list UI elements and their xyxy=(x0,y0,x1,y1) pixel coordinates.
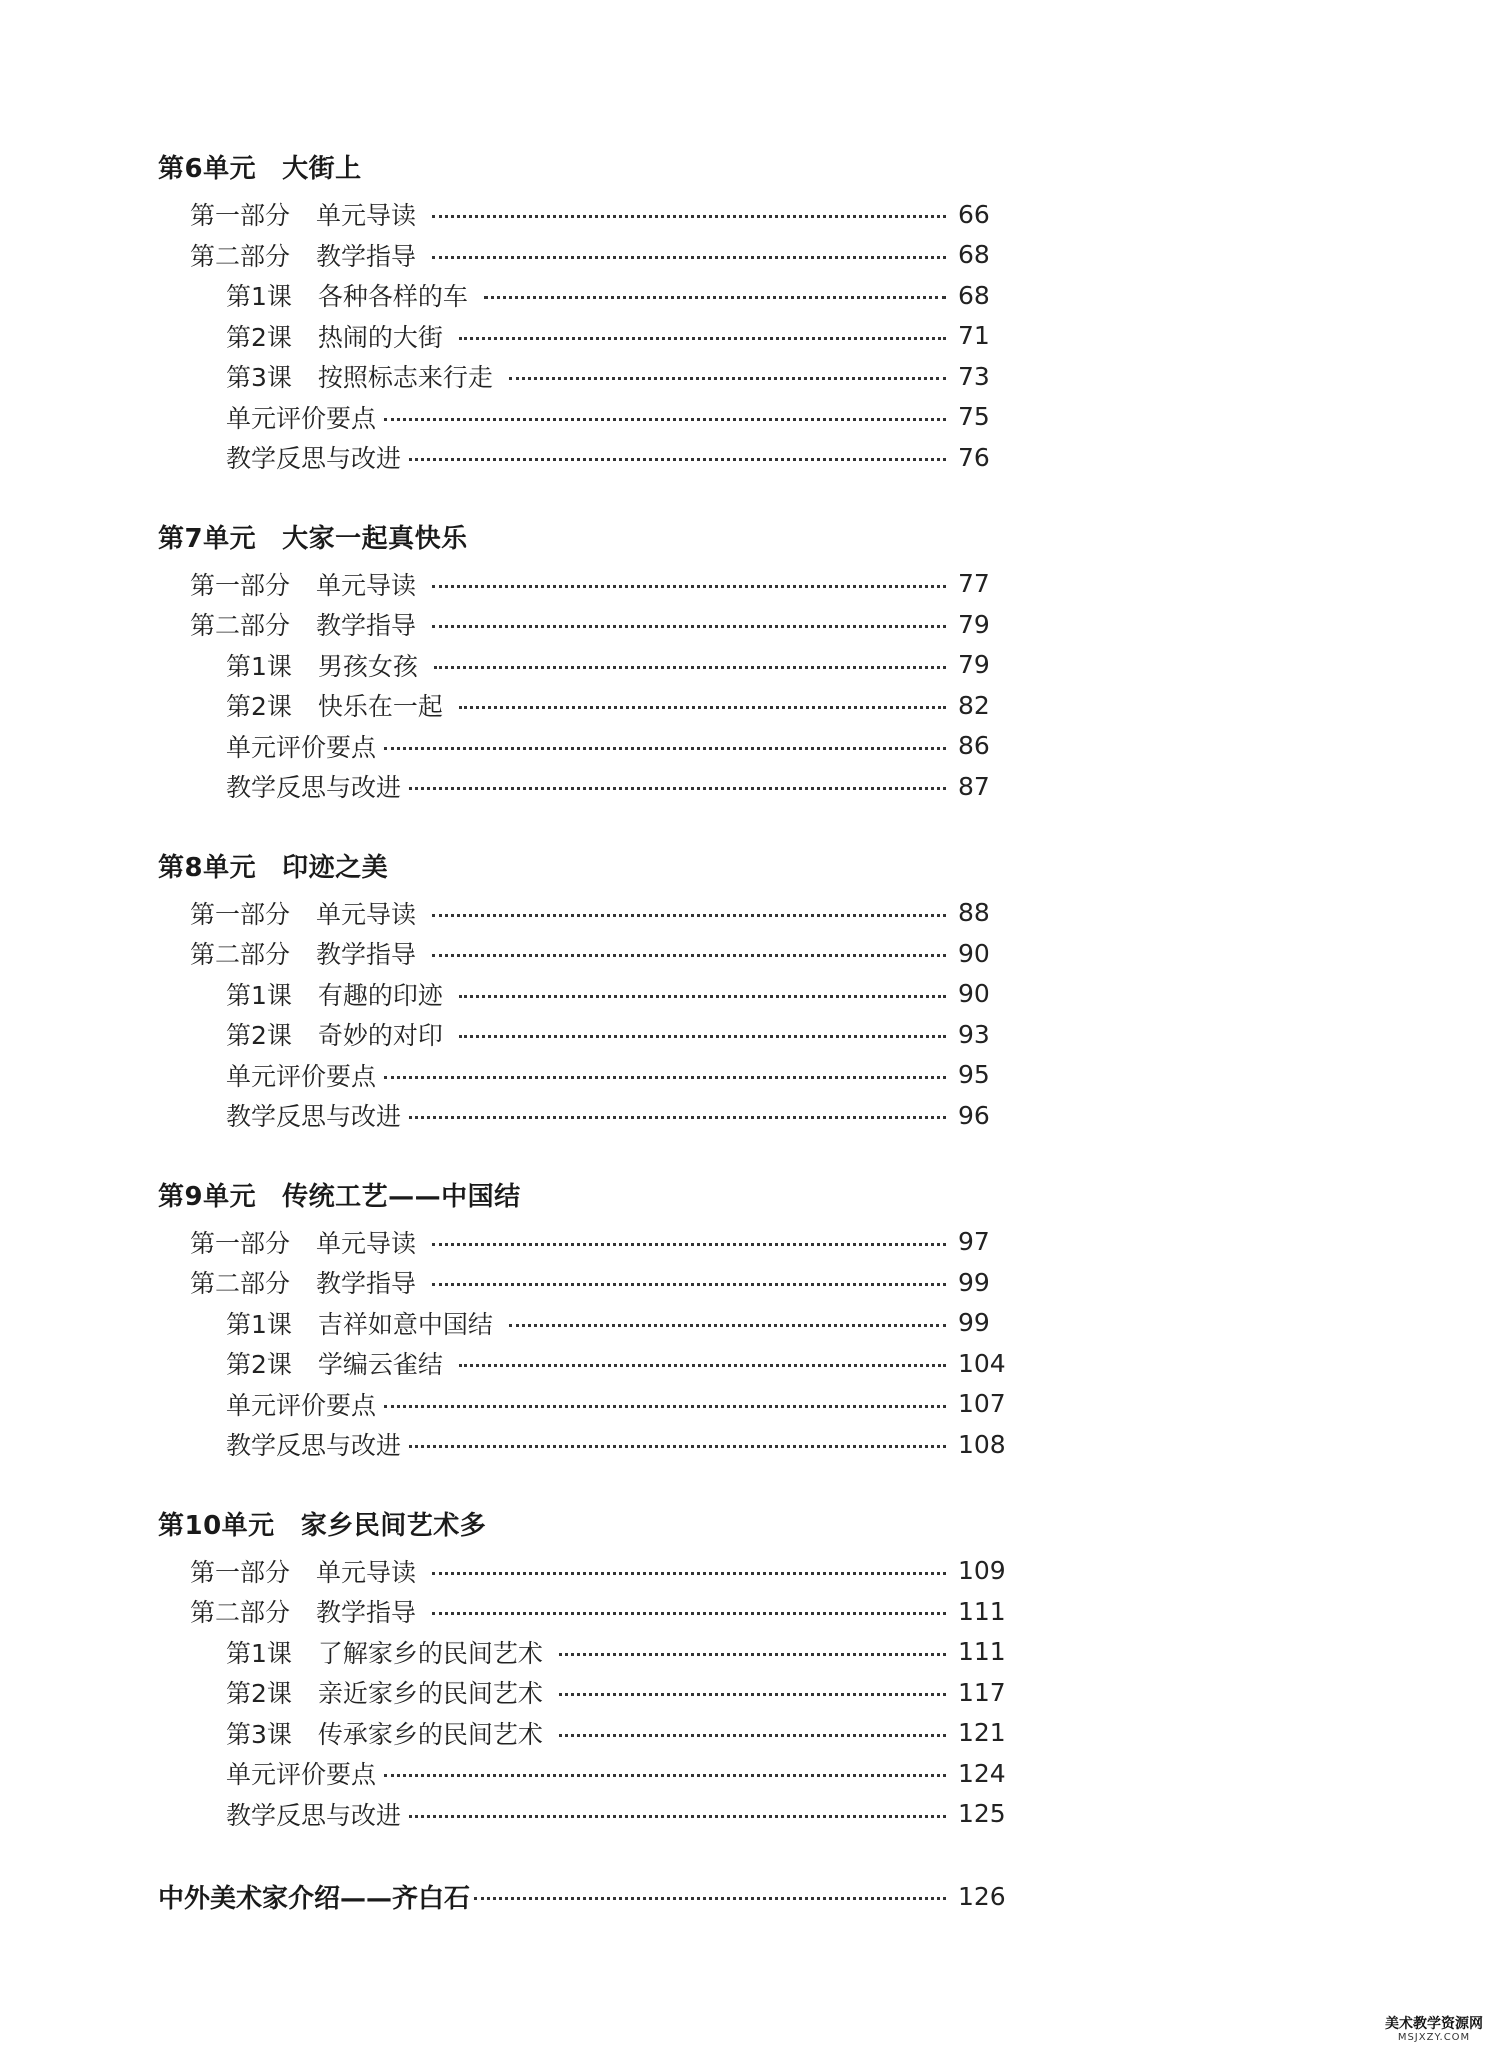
entry-text: 热闹的大街 xyxy=(317,322,443,352)
entry-prefix: 第一部分 xyxy=(190,570,291,600)
dot-leader xyxy=(432,1242,946,1246)
toc-entry[interactable] xyxy=(158,1055,1002,1096)
entry-page-number: 79 xyxy=(958,609,990,639)
entry-page-number: 95 xyxy=(958,1060,990,1090)
entry-text: 教学反思与改进 xyxy=(226,1102,402,1132)
entry-page-number: 111 xyxy=(958,1596,1006,1626)
unit-heading[interactable] xyxy=(158,849,1002,887)
unit-title: 大街上 xyxy=(282,154,362,184)
entry-text: 教学指导 xyxy=(316,940,417,970)
entry-text: 男孩女孩 xyxy=(317,651,418,681)
toc-entry[interactable] xyxy=(158,397,1002,438)
entry-page-number: 76 xyxy=(958,442,990,472)
entry-page-number: 75 xyxy=(958,402,990,432)
unit-number: 第6单元 xyxy=(158,154,257,184)
entry-page-number: 82 xyxy=(958,690,990,720)
entry-label xyxy=(226,318,443,354)
dot-leader xyxy=(434,665,946,669)
entry-label xyxy=(226,1674,543,1710)
entry-label xyxy=(190,196,416,232)
toc-entry[interactable] xyxy=(158,564,1002,605)
toc-entry[interactable] xyxy=(158,1551,1006,1592)
unit-title: 印迹之美 xyxy=(282,852,389,883)
entry-label xyxy=(226,1796,401,1832)
toc-entry[interactable] xyxy=(158,726,1002,767)
entry-prefix: 第一部分 xyxy=(190,1228,291,1258)
entry-prefix: 第二部分 xyxy=(190,1598,291,1628)
entry-page-number: 68 xyxy=(958,280,990,310)
entry-label xyxy=(226,687,443,723)
entry-page-number: 96 xyxy=(958,1100,990,1130)
entry-prefix: 第一部分 xyxy=(190,201,291,231)
toc-entry[interactable] xyxy=(158,356,1002,397)
entry-prefix: 第3课 xyxy=(226,1719,292,1749)
entry-label xyxy=(226,1715,543,1751)
entry-page-number: 73 xyxy=(958,361,990,391)
unit-heading[interactable] xyxy=(158,150,1002,188)
toc-entry[interactable] xyxy=(158,316,1002,357)
entry-text: 单元评价要点 xyxy=(226,732,377,762)
entry-page-number: 99 xyxy=(958,1267,990,1297)
entry-page-number: 90 xyxy=(958,938,990,968)
entry-label xyxy=(190,1553,416,1589)
toc-entry[interactable] xyxy=(158,1632,1006,1673)
toc-entry[interactable] xyxy=(158,194,1002,235)
entry-label xyxy=(226,1305,493,1341)
toc-entry[interactable] xyxy=(158,604,1002,645)
entry-label xyxy=(190,935,416,971)
entry-label xyxy=(226,768,401,804)
dot-leader xyxy=(384,746,946,750)
dot-leader xyxy=(409,1444,946,1448)
entry-page-number: 124 xyxy=(958,1758,1006,1788)
dot-leader xyxy=(384,1773,946,1777)
toc-entry[interactable] xyxy=(158,1303,1002,1344)
unit-section xyxy=(158,1507,1006,1835)
entry-label xyxy=(226,399,376,435)
entry-page-number: 88 xyxy=(958,898,990,928)
entry-prefix: 第1课 xyxy=(226,651,292,681)
entry-page-number: 125 xyxy=(958,1799,1006,1829)
toc-entry[interactable] xyxy=(158,437,1002,478)
unit-number: 第7单元 xyxy=(158,523,257,554)
toc-entry[interactable] xyxy=(158,1343,1006,1384)
toc-entry[interactable] xyxy=(158,1591,1006,1632)
toc-entry[interactable] xyxy=(158,275,1002,316)
entry-text: 学编云雀结 xyxy=(317,1350,443,1380)
entry-text: 单元评价要点 xyxy=(226,1760,377,1790)
entry-text: 传承家乡的民间艺术 xyxy=(317,1719,543,1749)
toc-entry[interactable] xyxy=(158,893,1002,934)
entry-label xyxy=(226,1426,401,1462)
entry-label xyxy=(190,237,416,273)
dot-leader xyxy=(409,457,946,461)
dot-leader xyxy=(559,1692,946,1696)
final-entry-page: 126 xyxy=(958,1881,1006,1911)
entry-text: 了解家乡的民间艺术 xyxy=(317,1638,543,1668)
entry-page-number: 71 xyxy=(958,321,990,351)
unit-section xyxy=(158,849,1002,1136)
dot-leader xyxy=(559,1652,946,1656)
dot-leader xyxy=(432,255,946,259)
toc-entry[interactable] xyxy=(158,1014,1002,1055)
entry-text: 教学反思与改进 xyxy=(226,444,402,474)
watermark-title: 美术教学资源网 xyxy=(1385,2015,1483,2032)
toc-entry[interactable] xyxy=(158,1753,1006,1794)
entry-text: 教学指导 xyxy=(316,1269,417,1299)
dot-leader xyxy=(432,913,946,917)
entry-prefix: 第3课 xyxy=(226,363,292,393)
toc-entry[interactable] xyxy=(158,645,1002,686)
dot-leader xyxy=(459,336,946,340)
entry-label xyxy=(226,976,443,1012)
dot-leader xyxy=(432,1282,946,1286)
entry-label xyxy=(190,1264,416,1300)
entry-text: 单元导读 xyxy=(316,570,417,600)
entry-text: 单元导读 xyxy=(316,1228,417,1258)
entry-text: 教学反思与改进 xyxy=(226,773,402,803)
entry-page-number: 99 xyxy=(958,1308,990,1338)
entry-prefix: 第一部分 xyxy=(190,899,291,929)
dot-leader xyxy=(384,417,946,421)
entry-text: 教学指导 xyxy=(316,1598,417,1628)
entry-label xyxy=(190,606,416,642)
entry-prefix: 第2课 xyxy=(226,692,292,722)
dot-leader xyxy=(509,1323,946,1327)
toc-entry[interactable] xyxy=(158,974,1002,1015)
entry-text: 教学指导 xyxy=(316,611,417,641)
dot-leader xyxy=(432,1611,946,1615)
entry-prefix: 第二部分 xyxy=(190,940,291,970)
unit-heading[interactable] xyxy=(158,520,1002,558)
entry-text: 快乐在一起 xyxy=(317,692,443,722)
entry-prefix: 第1课 xyxy=(226,1309,292,1339)
entry-prefix: 第2课 xyxy=(226,322,292,352)
dot-leader xyxy=(384,1404,946,1408)
entry-text: 单元导读 xyxy=(316,899,417,929)
entry-prefix: 第2课 xyxy=(226,1350,292,1380)
dot-leader xyxy=(432,624,946,628)
entry-page-number: 121 xyxy=(958,1718,1006,1748)
toc-entry[interactable] xyxy=(158,1794,1006,1835)
dot-leader xyxy=(409,1814,946,1818)
entry-page-number: 97 xyxy=(958,1227,990,1257)
entry-label xyxy=(226,647,418,683)
final-entry-label: 中外美术家介绍——齐白石 xyxy=(158,1883,471,1914)
entry-text: 吉祥如意中国结 xyxy=(317,1309,493,1339)
dot-leader xyxy=(509,376,946,380)
entry-label xyxy=(226,1345,443,1381)
entry-prefix: 第一部分 xyxy=(190,1557,291,1587)
entry-prefix: 第2课 xyxy=(226,1679,292,1709)
unit-title: 家乡民间艺术多 xyxy=(300,1510,487,1541)
toc-entry[interactable] xyxy=(158,1713,1006,1754)
entry-text: 单元导读 xyxy=(316,201,417,231)
toc-entry[interactable] xyxy=(158,933,1002,974)
dot-leader xyxy=(409,1115,946,1119)
unit-number: 第10单元 xyxy=(158,1510,275,1541)
unit-section xyxy=(158,150,1002,478)
toc-entry[interactable] xyxy=(158,685,1002,726)
dot-leader xyxy=(432,214,946,218)
entry-page-number: 111 xyxy=(958,1637,1006,1667)
entry-prefix: 第1课 xyxy=(226,1638,292,1668)
toc-entry[interactable] xyxy=(158,235,1002,276)
entry-page-number: 79 xyxy=(958,650,990,680)
watermark-logo xyxy=(1378,2017,1490,2043)
dot-leader xyxy=(459,705,946,709)
entry-text: 单元评价要点 xyxy=(226,403,377,433)
toc-entry[interactable] xyxy=(158,1672,1006,1713)
dot-leader xyxy=(474,1896,946,1900)
entry-text: 教学反思与改进 xyxy=(226,1431,402,1461)
entry-page-number: 66 xyxy=(958,199,990,229)
entry-page-number: 104 xyxy=(958,1348,1006,1378)
unit-number: 第8单元 xyxy=(158,852,257,883)
dot-leader xyxy=(384,1075,946,1079)
watermark-url: MSJXZY.COM xyxy=(1397,2032,1471,2043)
toc-entry[interactable] xyxy=(158,1262,1002,1303)
dot-leader xyxy=(459,1034,946,1038)
entry-page-number: 68 xyxy=(958,240,990,270)
entry-text: 单元评价要点 xyxy=(226,1390,377,1420)
entry-prefix: 第二部分 xyxy=(190,241,291,271)
unit-number: 第9单元 xyxy=(158,1181,257,1212)
entry-label xyxy=(190,566,416,602)
toc-final-entry[interactable] xyxy=(158,1876,1006,1916)
entry-label xyxy=(226,358,493,394)
entry-text: 亲近家乡的民间艺术 xyxy=(317,1679,543,1709)
dot-leader xyxy=(432,953,946,957)
unit-section xyxy=(158,1178,1006,1465)
unit-heading[interactable] xyxy=(158,1507,1002,1545)
dot-leader xyxy=(484,295,946,299)
unit-section xyxy=(158,520,1002,807)
entry-text: 各种各样的车 xyxy=(317,282,468,312)
entry-label xyxy=(226,1755,376,1791)
entry-label xyxy=(226,1634,543,1670)
dot-leader xyxy=(559,1733,946,1737)
unit-heading[interactable] xyxy=(158,1178,1002,1216)
entry-page-number: 90 xyxy=(958,979,990,1009)
toc-entry[interactable] xyxy=(158,766,1002,807)
entry-page-number: 109 xyxy=(958,1556,1006,1586)
entry-text: 教学反思与改进 xyxy=(226,1800,402,1830)
toc-entry[interactable] xyxy=(158,1424,1006,1465)
entry-label xyxy=(226,1386,376,1422)
entry-text: 教学指导 xyxy=(316,241,417,271)
unit-list xyxy=(158,150,1006,1834)
entry-prefix: 第1课 xyxy=(226,980,292,1010)
entry-text: 按照标志来行走 xyxy=(317,363,493,393)
entry-page-number: 117 xyxy=(958,1677,1006,1707)
entry-label xyxy=(226,1097,401,1133)
entry-text: 奇妙的对印 xyxy=(317,1021,443,1051)
entry-label xyxy=(226,277,468,313)
entry-page-number: 87 xyxy=(958,771,990,801)
entry-text: 有趣的印迹 xyxy=(317,980,443,1010)
entry-page-number: 77 xyxy=(958,569,990,599)
entry-text: 单元评价要点 xyxy=(226,1061,377,1091)
entry-label xyxy=(226,1016,443,1052)
entry-label xyxy=(190,1593,416,1629)
dot-leader xyxy=(459,994,946,998)
toc-entry[interactable] xyxy=(158,1384,1006,1425)
toc-entry[interactable] xyxy=(158,1222,1002,1263)
entry-label xyxy=(226,439,401,475)
entry-prefix: 第2课 xyxy=(226,1021,292,1051)
table-of-contents xyxy=(158,150,1006,1916)
entry-prefix: 第二部分 xyxy=(190,1269,291,1299)
entry-label xyxy=(190,895,416,931)
entry-label xyxy=(226,728,376,764)
entry-page-number: 86 xyxy=(958,731,990,761)
dot-leader xyxy=(432,1571,946,1575)
unit-title: 传统工艺——中国结 xyxy=(282,1181,521,1212)
entry-prefix: 第二部分 xyxy=(190,611,291,641)
entry-page-number: 108 xyxy=(958,1429,1006,1459)
unit-title: 大家一起真快乐 xyxy=(282,523,468,554)
entry-page-number: 107 xyxy=(958,1389,1006,1419)
entry-page-number: 93 xyxy=(958,1019,990,1049)
toc-entry[interactable] xyxy=(158,1095,1002,1136)
entry-label xyxy=(190,1224,416,1260)
entry-prefix: 第1课 xyxy=(226,282,292,312)
entry-label xyxy=(226,1057,376,1093)
dot-leader xyxy=(409,786,946,790)
dot-leader xyxy=(459,1363,946,1367)
dot-leader xyxy=(432,584,946,588)
entry-text: 单元导读 xyxy=(316,1557,417,1587)
